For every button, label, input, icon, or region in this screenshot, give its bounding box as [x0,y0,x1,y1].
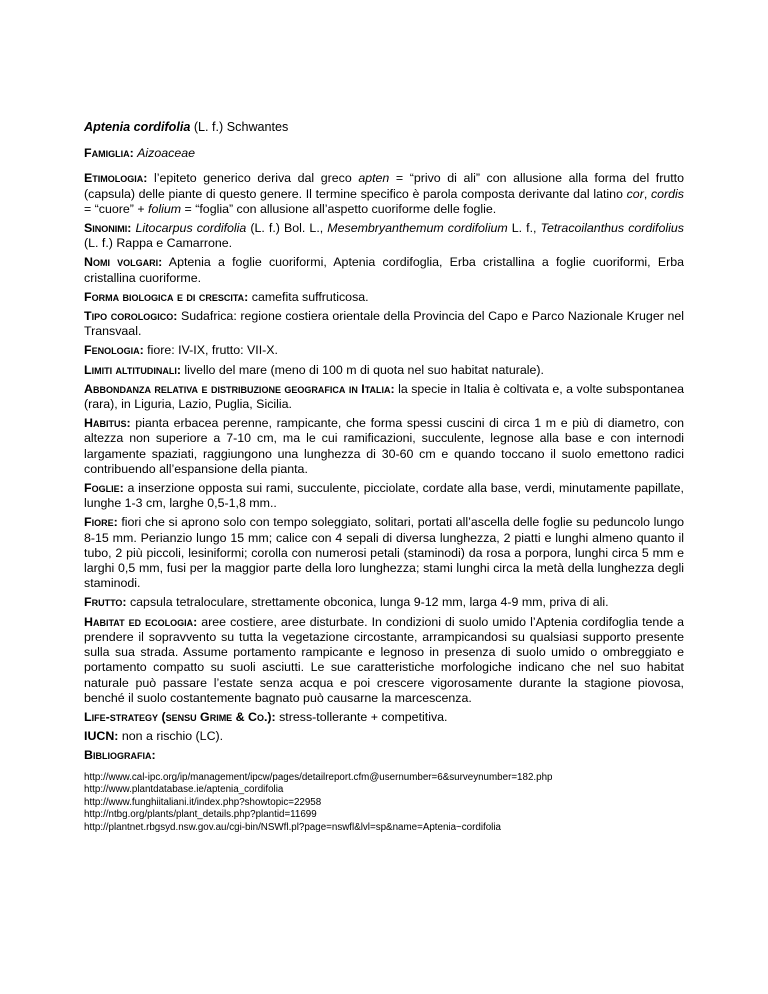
bibliografia-list [84,772,684,835]
etimologia-label: Etimologia: [84,171,148,186]
limiti-entry [84,363,684,378]
bibliografia-link[interactable]: http://www.plantdatabase.ie/aptenia_cordifolia [84,784,284,796]
etimologia-term: apten [358,171,390,186]
tipo-corologico-entry [84,309,684,339]
etimologia-entry [84,171,684,217]
abbondanza-text: la specie in Italia è coltivata e, a volte subspontanea (rara), in Liguria, Lazio, Puglia, Sicilia. [84,381,684,412]
fiore-text: fiori che si aprono solo con tempo soleggiato, solitari, portati all’ascella delle foglie su peduncolo lungo 8-15 mm. Perianzio lungo 15 mm; calice con 4 sepali di diversa lunghezza, 2 piatti e lunghi almeno quanto il tubo, 2 più piccoli, lesiniformi; corolla con numerosi petali (staminodi) da rosa a porpora, lunghi circa 5 mm e larghi 0,5 mm, fusi per la maggior parte della loro lunghezza; stami lunghi circa la metà della lunghezza degli staminodi. [84,515,684,591]
sinonimi-text: L. f., [507,221,541,236]
etimologia-text: l’epiteto generico deriva dal greco [147,171,359,186]
etimologia-text: = “privo di ali” con allusione alla forma del frutto (capsula) delle piante di questo genere. Il termine specifico è parola composta derivante dal latino [84,171,684,201]
life-strategy-entry [84,710,684,725]
etimologia-term: cor [626,186,644,201]
nomi-volgari-entry [84,255,684,285]
fenologia-text: fiore: IV-IX, frutto: VII-X. [143,343,278,358]
nomi-volgari-label: Nomi volgari: [84,255,163,270]
bibliografia-link[interactable]: http://www.cal-ipc.org/ip/management/ipcw/pages/detailreport.cfm@usernumber=6&surveynumber=182.php [84,771,553,783]
bibliografia-label: Bibliografia: [84,748,156,763]
bibliografia-heading [84,748,684,763]
forma-biologica-text: camefita suffruticosa. [248,289,369,304]
fenologia-label: Fenologia: [84,343,144,358]
abbondanza-label: Abbondanza relativa e distribuzione geografica in Italia: [84,381,395,396]
fiore-entry [84,515,684,591]
fiore-label: Fiore: [84,515,118,530]
iucn-label: IUCN: [84,729,119,744]
limiti-text: livello del mare (meno di 100 m di quota nel suo habitat naturale). [180,362,544,377]
frutto-label: Frutto: [84,595,127,610]
species-title [84,120,684,135]
species-author: (L. f.) Schwantes [190,120,289,134]
sinonimi-entry [84,221,684,251]
abbondanza-entry [84,382,684,412]
foglie-text: a inserzione opposta sui rami, succulente, picciolate, cordate alla base, verdi, minutamente papillate, lunghe 1-3 cm, larghe 0,5-1,8 mm.. [84,481,684,511]
limiti-label: Limiti altitudinali: [84,362,181,377]
etimologia-term: folium [148,201,182,216]
foglie-label: Foglie: [84,481,124,496]
bibliografia-link[interactable]: http://plantnet.rbgsyd.nsw.gov.au/cgi-bin/NSWfl.pl?page=nswfl&lvl=sp&name=Aptenia~cordifolia [84,821,501,833]
foglie-entry [84,481,684,511]
etimologia-text: = “cuore” + [84,201,149,216]
sinonimi-text: (L. f.) Bol. L., [246,221,328,236]
fenologia-entry [84,343,684,358]
habitus-label: Habitus: [84,416,131,431]
life-strategy-text: stress-tollerante + competitiva. [275,709,448,724]
etimologia-text: , [643,186,651,201]
life-strategy-label: Life-strategy (sensu Grime & Co.): [84,709,276,724]
species-sheet [84,120,684,834]
bibliografia-link[interactable]: http://ntbg.org/plants/plant_details.php?plantid=11699 [84,809,317,821]
habitat-text: aree costiere, aree disturbate. In condizioni di suolo umido l’Aptenia cordifoglia tende a prendere il sopravvento su tutta la vegetazione circostante, arrampicandosi su qualsiasi supporto presente sulla sua strada. Assume portamento rampicante e legnoso in presenza di suolo umido o ombreggiato e portamento compatto su suoli asciutti. Le sue caratteristiche morfologiche indicano che nel suo habitat naturale può passare l’estate senza acqua e poi crescere vigorosamente durante la stagione piovosa, benché il suolo costantemente bagnato può causarne la marcescenza. [84,614,684,705]
famiglia-entry [84,146,684,161]
sinonimo-name: Litocarpus cordifolia [135,221,247,236]
iucn-text: non a rischio (LC). [118,729,224,744]
sinonimi-label: Sinonimi: [84,221,132,236]
sinonimo-name: Mesembryanthemum cordifolium [327,221,508,236]
habitus-text: pianta erbacea perenne, rampicante, che forma spessi cuscini di circa 1 m e più di diametro, con altezza non superiore a 7-10 cm, ma le cui ramificazioni, succulente, legnose alla base e con internodi largamente spaziati, raggiungono una lunghezza di 30-60 cm e quando toccano il suolo emettono radici contribuendo all’espansione della pianta. [84,416,684,476]
famiglia-value: Aizoaceae [137,146,196,161]
habitat-entry [84,615,684,706]
sinonimi-text: (L. f.) Rappa e Camarrone. [84,236,233,251]
forma-biologica-entry [84,290,684,305]
bibliografia-link[interactable]: http://www.funghiitaliani.it/index.php?showtopic=22958 [84,796,322,808]
iucn-entry [84,729,684,744]
famiglia-label: Famiglia: [84,146,134,161]
species-name: Aptenia cordifolia [84,120,191,134]
sinonimo-name: Tetracoilanthus cordifolius [540,221,684,236]
habitus-entry [84,416,684,477]
frutto-text: capsula tetraloculare, strettamente obconica, lunga 9-12 mm, larga 4-9 mm, priva di ali. [126,595,609,610]
etimologia-text: = “foglia” con allusione all’aspetto cuoriforme delle foglie. [181,201,497,216]
nomi-volgari-text: Aptenia a foglie cuoriformi, Aptenia cordifoglia, Erba cristallina a foglie cuoriformi, Erba cristallina cuoriforme. [84,255,684,285]
forma-biologica-label: Forma biologica e di crescita: [84,289,249,304]
frutto-entry [84,595,684,610]
tipo-corologico-label: Tipo corologico: [84,309,178,324]
habitat-label: Habitat ed ecologia: [84,614,198,629]
etimologia-term: cordis [650,186,684,201]
tipo-corologico-text: Sudafrica: regione costiera orientale della Provincia del Capo e Parco Nazionale Kruger nel Transvaal. [84,309,684,339]
